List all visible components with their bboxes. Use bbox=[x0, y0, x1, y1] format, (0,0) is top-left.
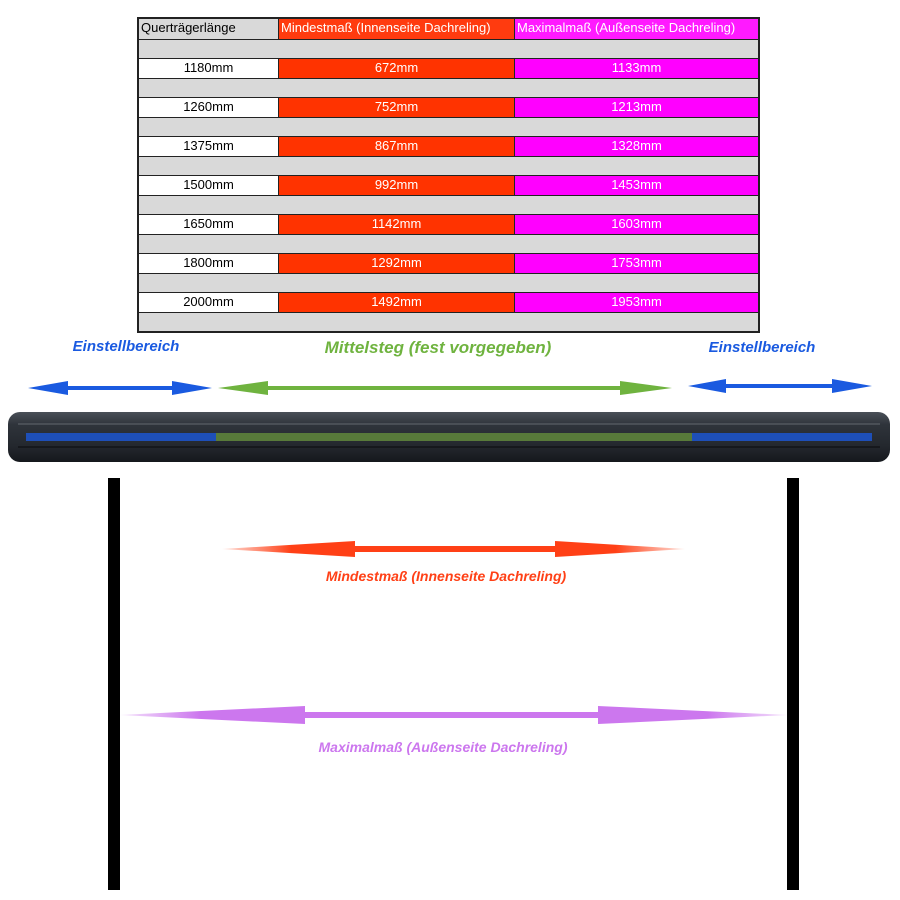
min-measure-cell: 672mm bbox=[279, 59, 515, 78]
min-measure-cell: 752mm bbox=[279, 98, 515, 117]
max-measure-cell: 1328mm bbox=[515, 137, 758, 156]
crossbar-length-cell: 1800mm bbox=[139, 254, 279, 273]
left-rail-post bbox=[108, 478, 120, 890]
center-bar-label: Mittelsteg (fest vorgegeben) bbox=[324, 338, 552, 357]
crossbar-length-cell: 1180mm bbox=[139, 59, 279, 78]
min-measure-cell: 992mm bbox=[279, 176, 515, 195]
adjust-right-label: Einstellbereich bbox=[708, 339, 816, 356]
max-measure-cell: 1753mm bbox=[515, 254, 758, 273]
adjust-left-label: Einstellbereich bbox=[72, 338, 180, 355]
crossbar-length-cell: 1500mm bbox=[139, 176, 279, 195]
right-rail-post bbox=[787, 478, 799, 890]
crossbar-length-cell: 2000mm bbox=[139, 293, 279, 312]
crossbar-length-cell: 1260mm bbox=[139, 98, 279, 117]
crossbar-adjust-right-zone bbox=[692, 433, 872, 441]
center-bar-arrow bbox=[218, 381, 672, 395]
max-measure-arrow bbox=[120, 706, 788, 724]
crossbar-length-cell: 1650mm bbox=[139, 215, 279, 234]
min-measure-cell: 1492mm bbox=[279, 293, 515, 312]
crossbar-center-zone bbox=[216, 433, 692, 441]
adjust-left-arrow bbox=[28, 381, 212, 395]
crossbar-adjust-left-zone bbox=[26, 433, 216, 441]
adjust-right-arrow bbox=[688, 379, 872, 393]
min-measure-cell: 1292mm bbox=[279, 254, 515, 273]
crossbar-length-cell: 1375mm bbox=[139, 137, 279, 156]
header-min-measure: Mindestmaß (Innenseite Dachreling) bbox=[279, 19, 515, 39]
min-measure-cell: 1142mm bbox=[279, 215, 515, 234]
min-measure-cell: 867mm bbox=[279, 137, 515, 156]
min-measure-arrow bbox=[222, 541, 685, 557]
max-measure-cell: 1603mm bbox=[515, 215, 758, 234]
crossbar bbox=[8, 412, 890, 462]
min-measure-label: Mindestmaß (Innenseite Dachreling) bbox=[325, 568, 567, 584]
max-measure-cell: 1453mm bbox=[515, 176, 758, 195]
max-measure-cell: 1213mm bbox=[515, 98, 758, 117]
header-max-measure: Maximalmaß (Außenseite Dachreling) bbox=[515, 19, 758, 39]
header-crossbar-length: Querträgerlänge bbox=[139, 19, 279, 39]
max-measure-cell: 1133mm bbox=[515, 59, 758, 78]
max-measure-label: Maximalmaß (Außenseite Dachreling) bbox=[318, 739, 568, 755]
max-measure-cell: 1953mm bbox=[515, 293, 758, 312]
